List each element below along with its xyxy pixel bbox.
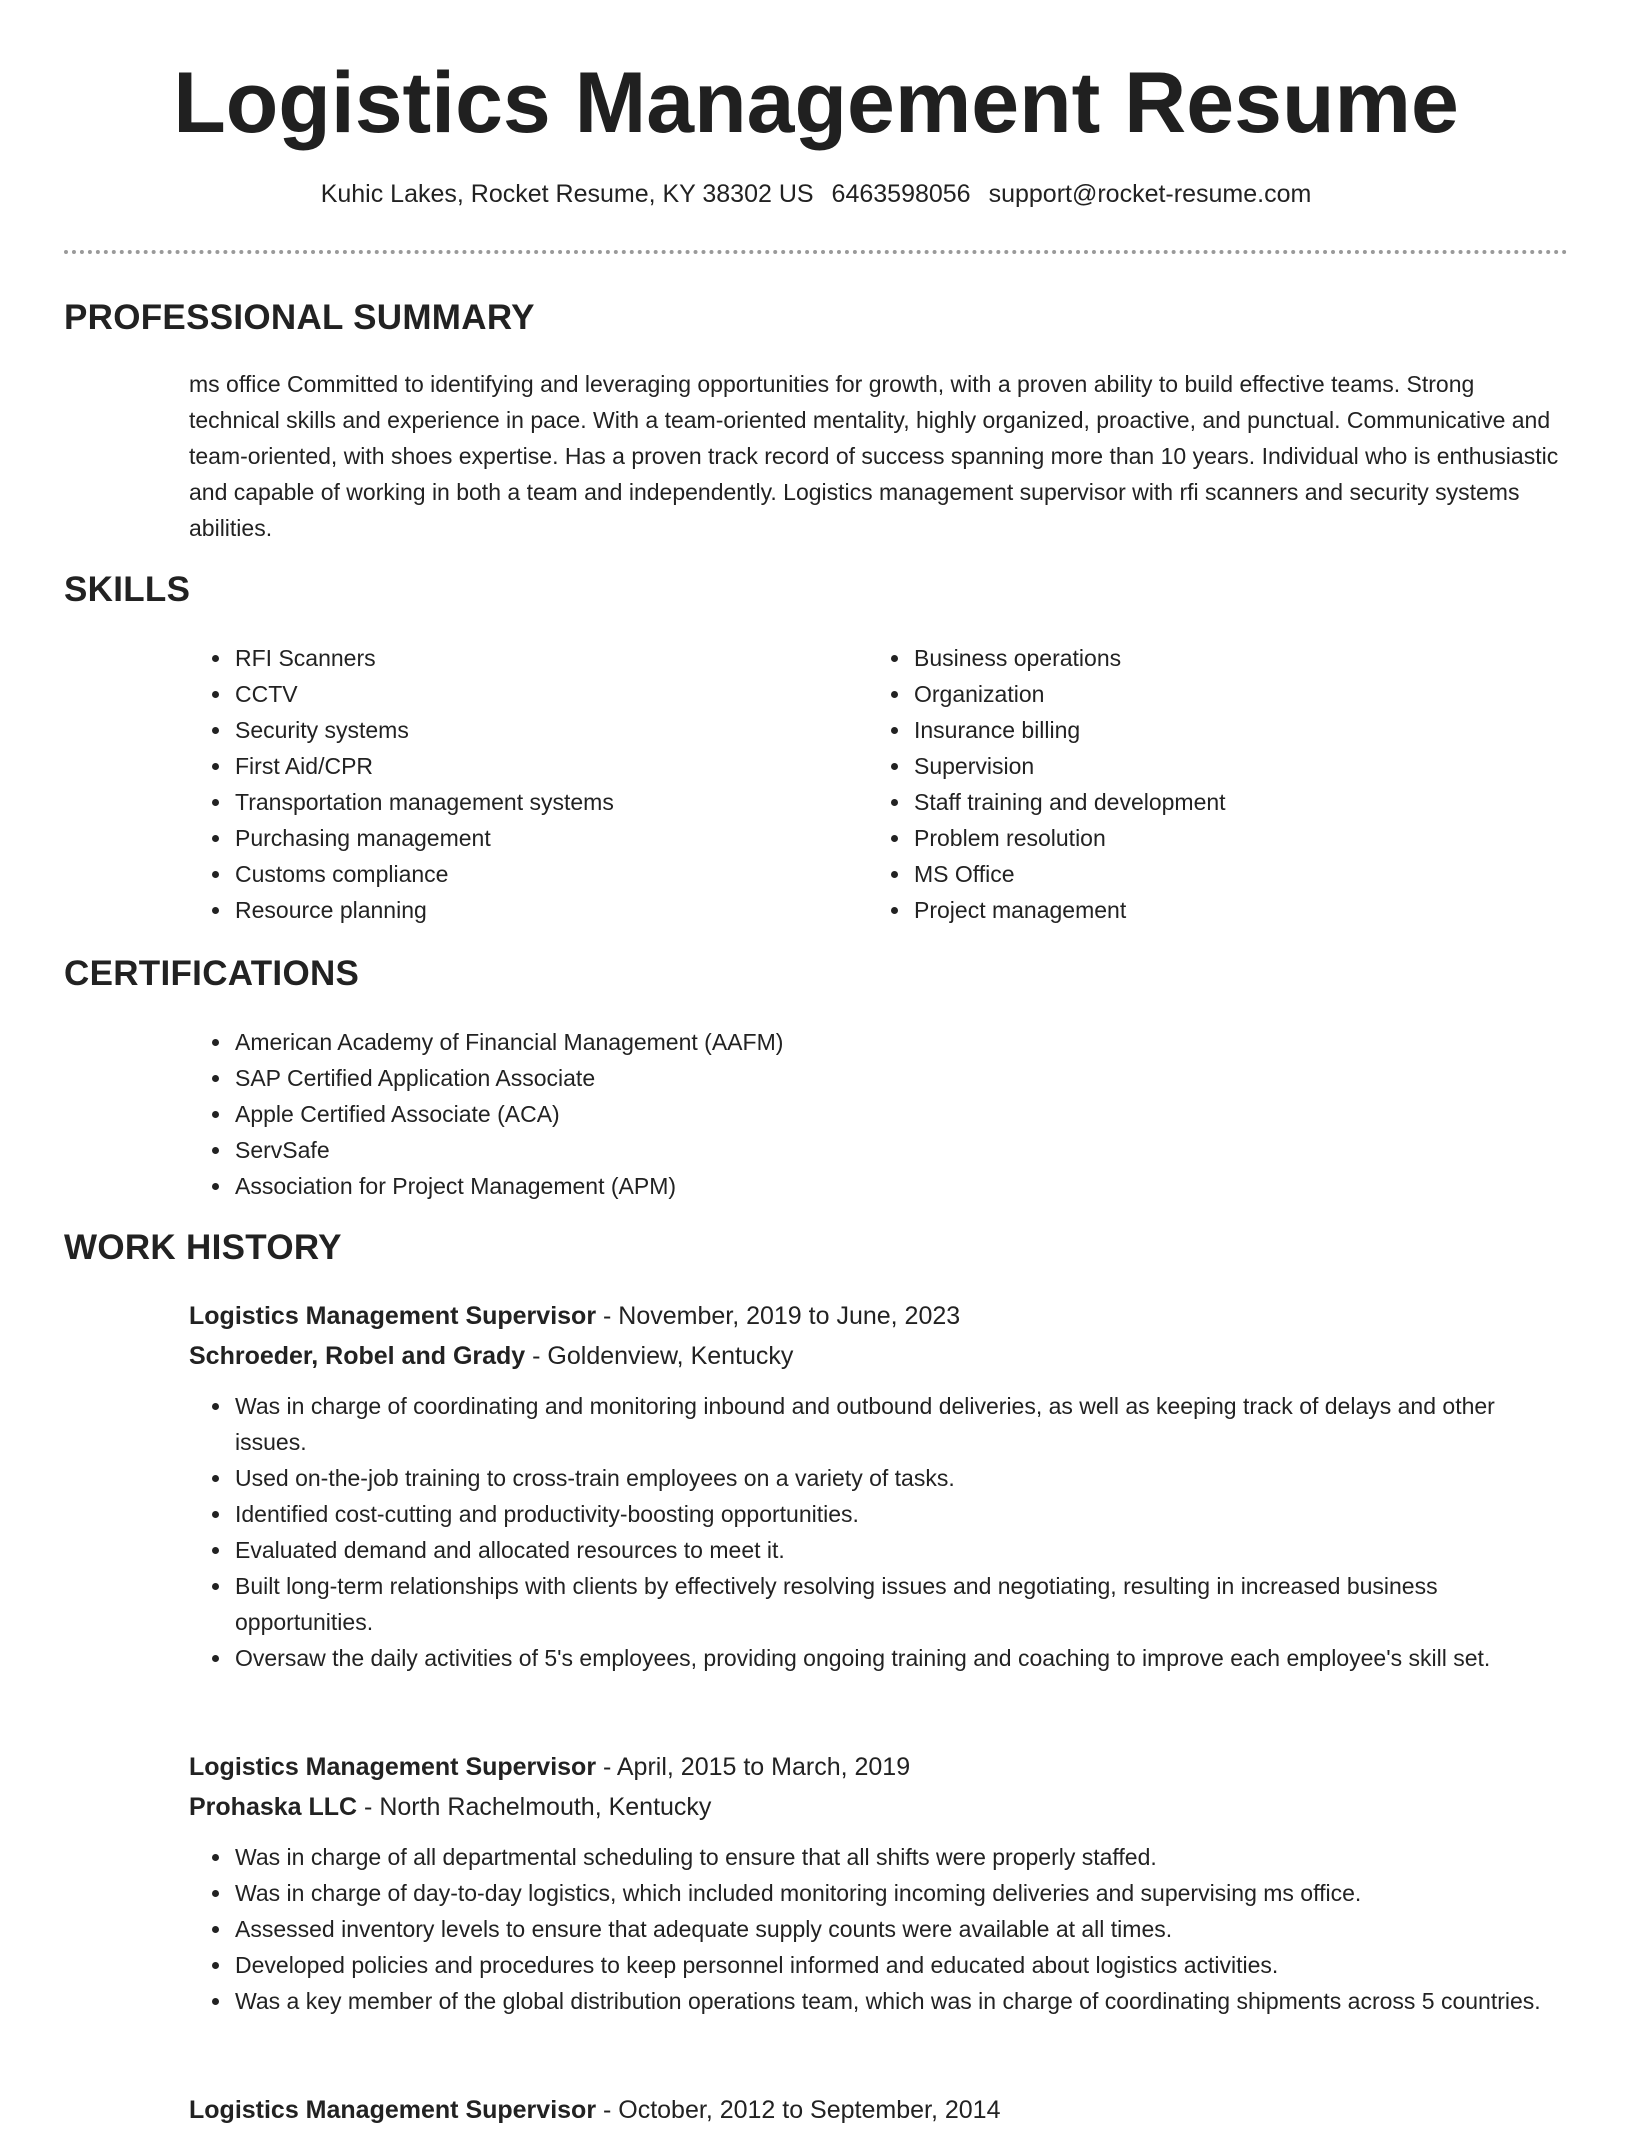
job-duty: • Was in charge of all departmental scheduling to ensure that all shifts were properly staffed. [233,1839,1569,1875]
job-duty: • Used on-the-job training to cross-train employees on a variety of tasks. [233,1460,1569,1496]
certification-item: • Association for Project Management (APM) [233,1168,1189,1204]
job-duty: • Oversaw the daily activities of 5's employees, providing ongoing training and coaching to improve each employee's skill set. [233,1640,1569,1676]
job-duty: • Developed policies and procedures to keep personnel informed and educated about logistics activities. [233,1947,1569,1983]
contact-address: Kuhic Lakes, Rocket Resume, KY 38302 US [320,180,814,208]
skill-item: • Supervision [912,748,1548,784]
skill-item: • Security systems [233,712,809,748]
job-title-line [189,2090,1569,2130]
skill-item: • Project management [912,892,1548,928]
certifications-heading: CERTIFICATIONS [64,954,360,993]
job-dates: - April, 2015 to March, 2019 [596,1753,911,1781]
job-title: Logistics Management Supervisor [189,1302,597,1330]
job-duties-list [189,1388,1569,1676]
skill-item: • Business operations [912,640,1548,676]
job-company-line [189,1787,1569,1827]
job-location: - Goldenview, Kentucky [525,1342,794,1370]
job-title: Logistics Management Supervisor [189,1753,597,1781]
certification-item: • Apple Certified Associate (ACA) [233,1096,1189,1132]
skill-item: • Staff training and development [912,784,1548,820]
job-duty: • Was in charge of day-to-day logistics, which included monitoring incoming deliveries and supervising ms office. [233,1875,1569,1911]
resume-title: Logistics Management Resume [173,55,1459,151]
job-dates: - November, 2019 to June, 2023 [596,1302,961,1330]
skill-item: • First Aid/CPR [233,748,809,784]
summary-heading: PROFESSIONAL SUMMARY [64,298,535,337]
skill-item: • Customs compliance [233,856,809,892]
job-dates: - October, 2012 to September, 2014 [596,2096,1001,2124]
job-company: Schroeder, Robel and Grady [189,1342,526,1370]
work-history-heading: WORK HISTORY [64,1228,342,1267]
certifications-list [189,1024,1189,1204]
contact-info [0,180,1632,209]
job-title-line [189,1296,1569,1336]
skill-item: • Problem resolution [912,820,1548,856]
job-location: - North Rachelmouth, Kentucky [357,1793,712,1821]
job-entry [189,1747,1569,2019]
job-duty: • Assessed inventory levels to ensure that adequate supply counts were available at all times. [233,1911,1569,1947]
skills-right-column [868,640,1548,928]
job-company-line [189,1336,1569,1376]
job-entry [189,2090,1569,2130]
summary-text: ms office Committed to identifying and leveraging opportunities for growth, with a proven ability to build effective teams. Strong technical skills and experience in pace. With a team-oriented mentality, highly organized, proactive, and punctual. Communicative and team-oriented, with shoes expertise. Has a proven track record of success spanning more than 10 years. Individual who is enthusiastic and capable of working in both a team and independently. Logistics management supervisor with rfi scanners and security systems abilities. [189,371,1559,541]
skills-right-list [868,640,1548,928]
job-duty: • Evaluated demand and allocated resources to meet it. [233,1532,1569,1568]
certifications-list-wrap [189,1024,1189,1204]
job-title: Logistics Management Supervisor [189,2096,597,2124]
skill-item: • Purchasing management [233,820,809,856]
job-title-line [189,1747,1569,1787]
job-duty: • Was a key member of the global distribution operations team, which was in charge of coordinating shipments across 5 countries. [233,1983,1569,2019]
job-duty: • Built long-term relationships with clients by effectively resolving issues and negotiating, resulting in increased business opportunities. [233,1568,1569,1640]
job-duty: • Identified cost-cutting and productivity-boosting opportunities. [233,1496,1569,1532]
job-duty: • Was in charge of coordinating and monitoring inbound and outbound deliveries, as well as keeping track of delays and other issues. [233,1388,1569,1460]
skill-item: • Organization [912,676,1548,712]
header-divider [64,250,1568,254]
skills-left-list [189,640,809,928]
skills-heading: SKILLS [64,570,191,609]
contact-email: support@rocket-resume.com [988,180,1312,208]
skill-item: • MS Office [912,856,1548,892]
contact-phone: 6463598056 [831,180,971,208]
skill-item: • Insurance billing [912,712,1548,748]
skill-item: • CCTV [233,676,809,712]
job-company: Prohaska LLC [189,1793,358,1821]
certification-item: • SAP Certified Application Associate [233,1060,1189,1096]
skill-item: • Resource planning [233,892,809,928]
certification-item: • ServSafe [233,1132,1189,1168]
skill-item: • Transportation management systems [233,784,809,820]
certification-item: • American Academy of Financial Management (AAFM) [233,1024,1189,1060]
skills-left-column [189,640,809,928]
job-entry [189,1296,1569,1676]
skill-item: • RFI Scanners [233,640,809,676]
job-duties-list [189,1839,1569,2019]
